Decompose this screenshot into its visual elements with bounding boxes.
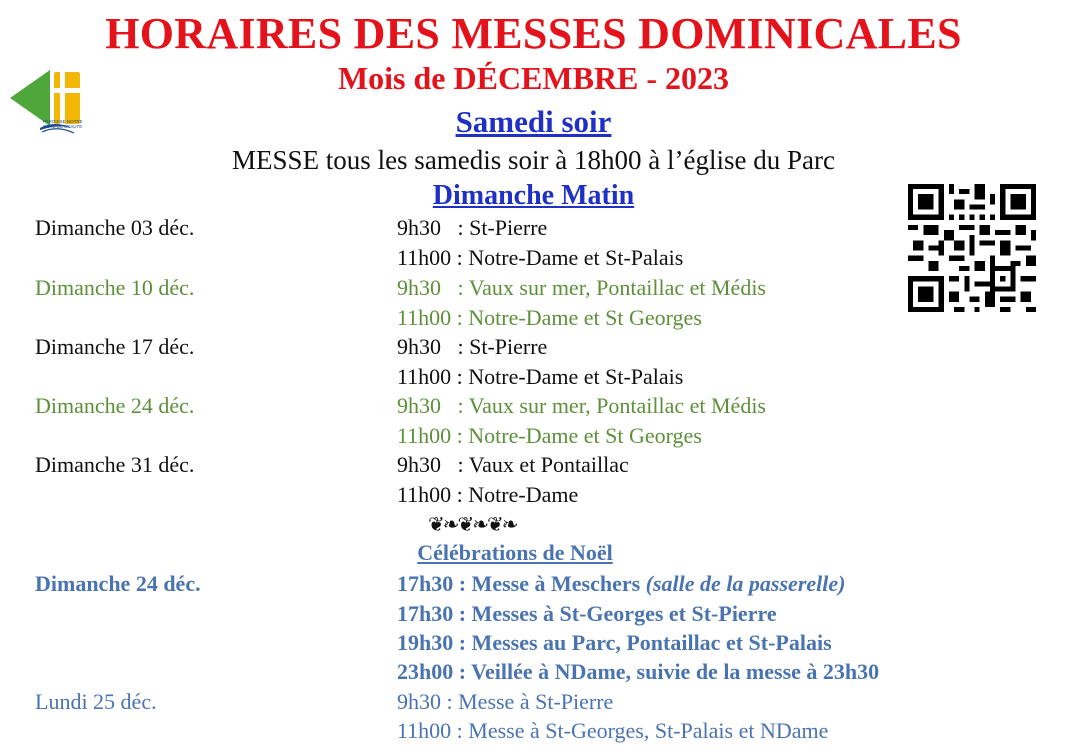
schedule-mass: 11h00 : Notre-Dame [397, 482, 579, 507]
schedule-mass: 9h30 : Vaux et Pontaillac [397, 452, 629, 477]
schedule-day: Dimanche 24 déc. [35, 571, 201, 596]
schedule-row-dec03-2 [0, 245, 1067, 275]
schedule-day: Lundi 25 déc. [35, 689, 157, 714]
schedule-row-dec31-2 [0, 482, 1067, 512]
schedule-mass: 17h30 : Messes à St-Georges et St-Pierre [397, 601, 777, 626]
saturday-mass-line: MESSE tous les samedis soir à 18h00 à l’église du Parc [232, 145, 835, 175]
christmas-row-5 [0, 689, 1067, 719]
schedule-mass: 9h30 : Vaux sur mer, Pontaillac et Médis [397, 393, 766, 418]
christmas-row-3 [0, 630, 1067, 660]
schedule-row-dec24-2 [0, 423, 1067, 453]
schedule-mass: 9h30 : St-Pierre [397, 215, 548, 240]
schedule-row-dec10-2 [0, 305, 1067, 335]
schedule-day: Dimanche 03 déc. [35, 215, 195, 240]
schedule-mass: 9h30 : St-Pierre [397, 334, 548, 359]
schedule-mass: 11h00 : Notre-Dame et St Georges [397, 305, 702, 330]
sunday-heading: Dimanche Matin [432, 180, 635, 211]
schedule-note: (salle de la passerelle) [645, 571, 846, 596]
saturday-heading: Samedi soir [455, 104, 612, 139]
schedule-day: Dimanche 24 déc. [35, 393, 195, 418]
schedule-mass: 11h00 : Messe à St-Georges, St-Palais et NDame [397, 718, 829, 743]
schedule-row-dec24-1 [0, 393, 1067, 423]
schedule-day: Dimanche 17 déc. [35, 334, 195, 359]
schedule-mass: 11h00 : Notre-Dame et St-Palais [397, 364, 684, 389]
schedule-mass: 11h00 : Notre-Dame et St Georges [397, 423, 702, 448]
schedule-day: Dimanche 31 déc. [35, 452, 195, 477]
christmas-row-1 [0, 571, 1067, 601]
schedule-mass: 19h30 : Messes au Parc, Pontaillac et St-Palais [397, 630, 832, 655]
schedule-row-dec17-2 [0, 364, 1067, 394]
page-title: HORAIRES DES MESSES DOMINICALES [105, 9, 962, 58]
schedule-day: Dimanche 10 déc. [35, 275, 195, 300]
schedule-mass: 9h30 : Vaux sur mer, Pontaillac et Médis [397, 275, 766, 300]
schedule-mass: 23h00 : Veillée à NDame, suivie de la messe à 23h30 [397, 659, 880, 684]
ornament-divider: ❦❧❦❧❦❧ [428, 514, 517, 536]
logo-caption: PAROISSE NOTRE CÔTE DE BEAUTÉ [43, 119, 83, 129]
christmas-heading: Célébrations de Noël [417, 540, 613, 565]
christmas-row-6 [0, 718, 1067, 748]
schedule-mass: 11h00 : Notre-Dame et St-Palais [397, 245, 684, 270]
christmas-row-4 [0, 659, 1067, 689]
christmas-row-2 [0, 601, 1067, 631]
schedule-row-dec31-1 [0, 452, 1067, 482]
schedule-mass: 9h30 : Messe à St-Pierre [397, 689, 614, 714]
page-subtitle: Mois de DÉCEMBRE - 2023 [337, 60, 730, 96]
schedule-mass: 17h30 : Messe à Meschers (salle de la passerelle) [397, 571, 846, 596]
schedule-row-dec10-1 [0, 275, 1067, 305]
schedule-row-dec03-1 [0, 215, 1067, 245]
schedule-row-dec17-1 [0, 334, 1067, 364]
